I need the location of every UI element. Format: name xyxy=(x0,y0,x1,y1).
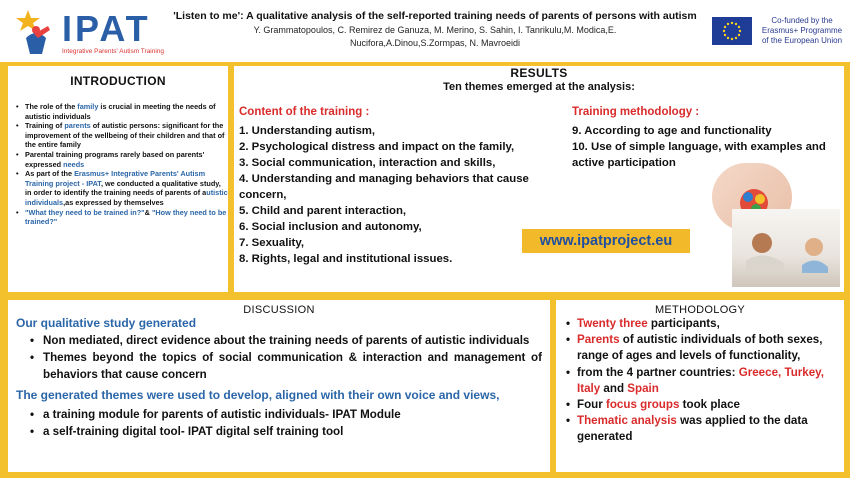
list-item: • a self-training digital tool- IPAT digital self training tool xyxy=(30,423,542,440)
discussion-lead: Our qualitative study generated xyxy=(16,316,197,330)
logo-tagline: Integrative Parents' Autism Training xyxy=(62,48,165,55)
discussion-lead-2: The generated themes were used to develop, aligned with their own voice and views, xyxy=(16,388,500,402)
list-item: 10. Use of simple language, with examples and active participation xyxy=(572,141,826,169)
list-item: 1. Understanding autism, xyxy=(239,125,376,137)
list-item: 7. Sexuality, xyxy=(239,237,305,249)
eu-flag-icon xyxy=(712,17,752,45)
website-link[interactable]: www.ipatproject.eu xyxy=(522,229,690,253)
list-item: 5. Child and parent interaction, xyxy=(239,205,407,217)
eu-line-3: of the European Union xyxy=(761,36,843,45)
methodology-list xyxy=(566,316,838,446)
parent-child-photo xyxy=(732,209,840,287)
list-item: • a training module for parents of autistic individuals- IPAT Module xyxy=(30,406,542,423)
header xyxy=(0,0,850,62)
eu-funding-note xyxy=(757,16,847,46)
discussion-list xyxy=(30,332,542,383)
discussion-panel xyxy=(8,300,550,472)
methodology-panel xyxy=(556,300,844,472)
list-item: • Four focus groups took place xyxy=(566,397,838,413)
poster-title: 'Listen to me': A qualitative analysis of the self-reported training needs of parents of persons with autism xyxy=(173,10,697,22)
list-item: • Twenty three participants, xyxy=(566,316,838,332)
eu-line-2: Erasmus+ Programme xyxy=(761,26,843,35)
results-panel xyxy=(234,66,844,292)
list-item: 6. Social inclusion and autonomy, xyxy=(239,221,422,233)
introduction-list xyxy=(16,102,228,227)
results-title: RESULTS xyxy=(510,66,568,80)
list-item: • "What they need to be trained in?"& "How they need to be trained?" xyxy=(16,208,228,227)
discussion-list-2 xyxy=(30,406,542,440)
list-item: • Parents of autistic individuals of both sexes, range of ages and levels of functionality, xyxy=(566,332,838,364)
discussion-title: DISCUSSION xyxy=(243,304,315,316)
eu-line-1: Co-funded by the xyxy=(771,16,833,25)
authors-line-2: Nucifora,A.Dinou,S.Zormpas, N. Mavroeidi xyxy=(349,38,521,48)
logo-wordmark: IPAT xyxy=(62,8,151,49)
list-item: • Thematic analysis was applied to the data generated xyxy=(566,413,838,445)
star-figure-icon xyxy=(14,8,58,56)
list-item: 3. Social communication, interaction and skills, xyxy=(239,157,496,169)
authors-line-1: Y. Grammatopoulos, C. Remirez de Ganuza, M. Merino, S. Sahin, I. Tanrikulu,M. Modica,E. xyxy=(253,25,617,35)
list-item: • Parental training programs rarely based on parents' expressed needs xyxy=(16,150,228,169)
methodology-column xyxy=(572,106,840,171)
method-heading: Training methodology : xyxy=(572,106,700,118)
content-heading: Content of the training : xyxy=(239,106,370,118)
methodology-title: METHODOLOGY xyxy=(654,304,746,316)
ipat-logo xyxy=(14,8,164,56)
introduction-title: INTRODUCTION xyxy=(70,74,166,88)
list-item: • As part of the Erasmus+ Integrative Parents' Autism Training project - IPAT, we conducted a qualitative study, in order to identify the training needs of parents of autistic individuals,as expressed by themselves xyxy=(16,169,228,207)
list-item: • Themes beyond the topics of social communication & interaction and management of behaviors that cause concern xyxy=(30,349,542,383)
content-column xyxy=(239,106,559,267)
results-subtitle: Ten themes emerged at the analysis: xyxy=(443,81,635,93)
list-item: • Non mediated, direct evidence about the training needs of parents of autistic individuals xyxy=(30,332,542,349)
list-item: 4. Understanding and managing behaviors that cause concern, xyxy=(239,173,529,201)
list-item: 9. According to age and functionality xyxy=(572,125,772,137)
list-item: • The role of the family is crucial in meeting the needs of autistic individuals xyxy=(16,102,228,121)
authors xyxy=(175,24,695,50)
list-item: 2. Psychological distress and impact on the family, xyxy=(239,141,515,153)
list-item: 8. Rights, legal and institutional issues. xyxy=(239,253,453,265)
list-item: • from the 4 partner countries: Greece, Turkey, Italy and Spain xyxy=(566,365,838,397)
list-item: • Training of parents of autistic persons: significant for the improvement of the wellbeing of their children and that of the entire family xyxy=(16,121,228,150)
introduction-panel xyxy=(8,66,228,292)
